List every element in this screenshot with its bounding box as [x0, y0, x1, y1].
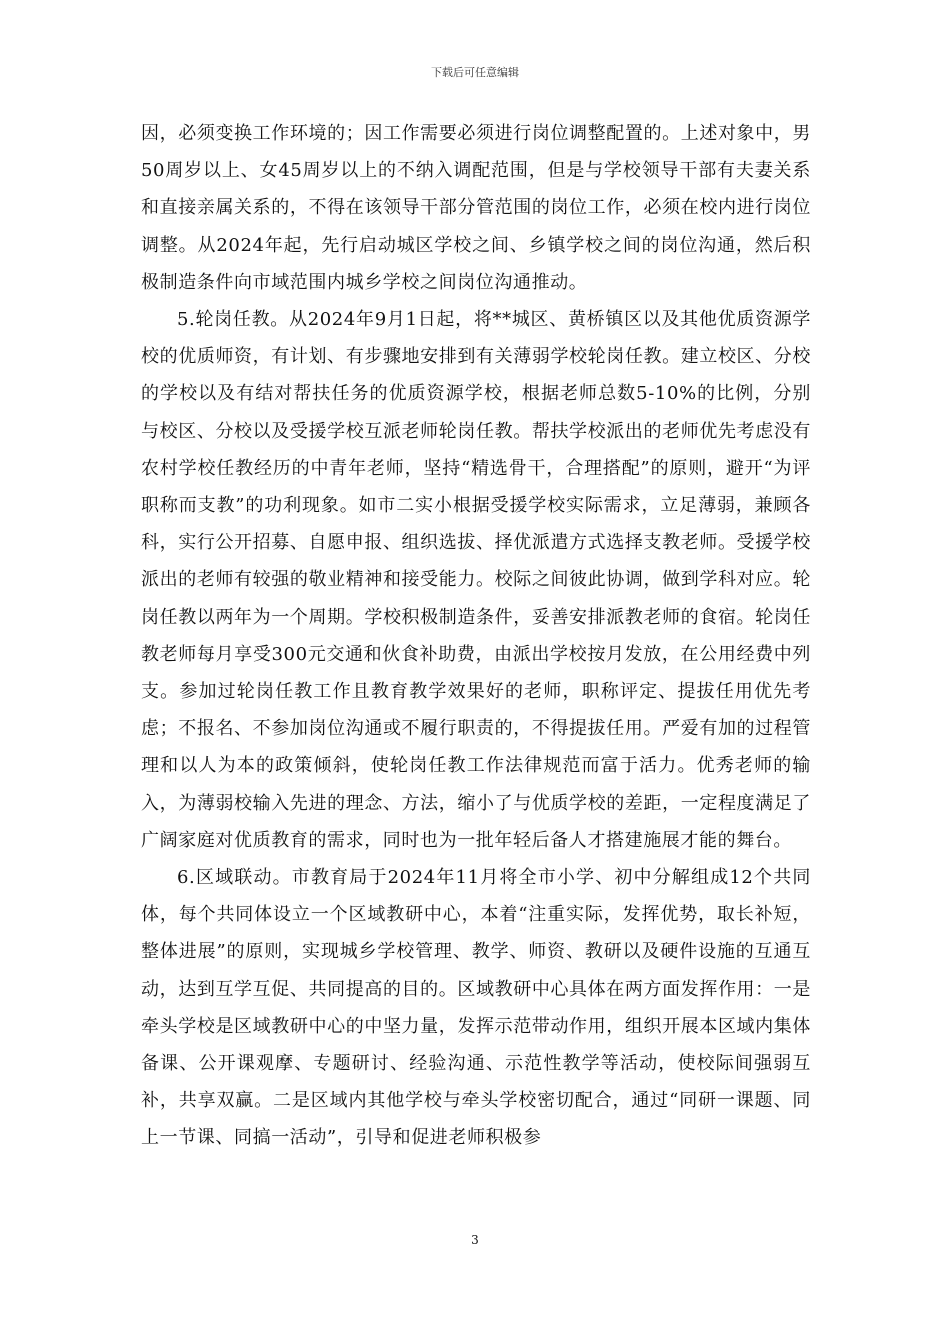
- paragraph-rotation-teaching: 5.轮岗任教。从2024年9月1日起，将**城区、黄桥镇区以及其他优质资源学校的优质师资，有计划、有步骤地安排到有关薄弱学校轮岗任教。建立校区、分校的学校以及有结对帮扶任务的优质资源学校，根据老师总数5-10%的比例，分别与校区、分校以及受援学校互派老师轮岗任教。帮扶学校派出的老师优先考虑没有农村学校任教经历的中青年老师，坚持“精选骨干，合理搭配”的原则，避开“为评职称而支教”的功利现象。如市二实小根据受援学校实际需求，立足薄弱，兼顾各科，实行公开招募、自愿申报、组织选拔、择优派遣方式选择支教老师。受援学校派出的老师有较强的敬业精神和接受能力。校际之间彼此协调，做到学科对应。轮岗任教以两年为一个周期。学校积极制造条件，妥善安排派教老师的食宿。轮岗任教老师每月享受300元交通和伙食补助费，由派出学校按月发放，在公用经费中列支。参加过轮岗任教工作且教育教学效果好的老师，职称评定、提拔任用优先考虑；不报名、不参加岗位沟通或不履行职责的，不得提拔任用。严爱有加的过程管理和以人为本的政策倾斜，使轮岗任教工作法律规范而富于活力。优秀老师的输入，为薄弱校输入先进的理念、方法，缩小了与优质学校的差距，一定程度满足了广阔家庭对优质教育的需求，同时也为一批年轻后备人才搭建施展才能的舞台。: [141, 309, 811, 851]
- document-body: [141, 115, 811, 1157]
- page-number: 3: [471, 1233, 479, 1247]
- paragraph-continuation: 因，必须变换工作环境的；因工作需要必须进行岗位调整配置的。上述对象中，男50周岁以上、女45周岁以上的不纳入调配范围，但是与学校领导干部有夫妻关系和直接亲属关系的，不得在该领导干部分管范围的岗位工作，必须在校内进行岗位调整。从2024年起，先行启动城区学校之间、乡镇学校之间的岗位沟通，然后积极制造条件向市域范围内城乡学校之间岗位沟通推动。: [141, 123, 811, 293]
- paragraph-regional-linkage: 6.区域联动。市教育局于2024年11月将全市小学、初中分解组成12个共同体，每个共同体设立一个区域教研中心，本着“注重实际，发挥优势，取长补短，整体进展”的原则，实现城乡学校管理、教学、师资、教研以及硬件设施的互通互动，达到互学互促、共同提高的目的。区域教研中心具体在两方面发挥作用：一是牵头学校是区域教研中心的中坚力量，发挥示范带动作用，组织开展本区域内集体备课、公开课观摩、专题研讨、经验沟通、示范性教学等活动，使校际间强弱互补，共享双赢。二是区域内其他学校与牵头学校密切配合，通过“同研一课题、同上一节课、同搞一活动”，引导和促进老师积极参: [141, 867, 811, 1149]
- page-header: 下载后可任意编辑: [431, 66, 519, 79]
